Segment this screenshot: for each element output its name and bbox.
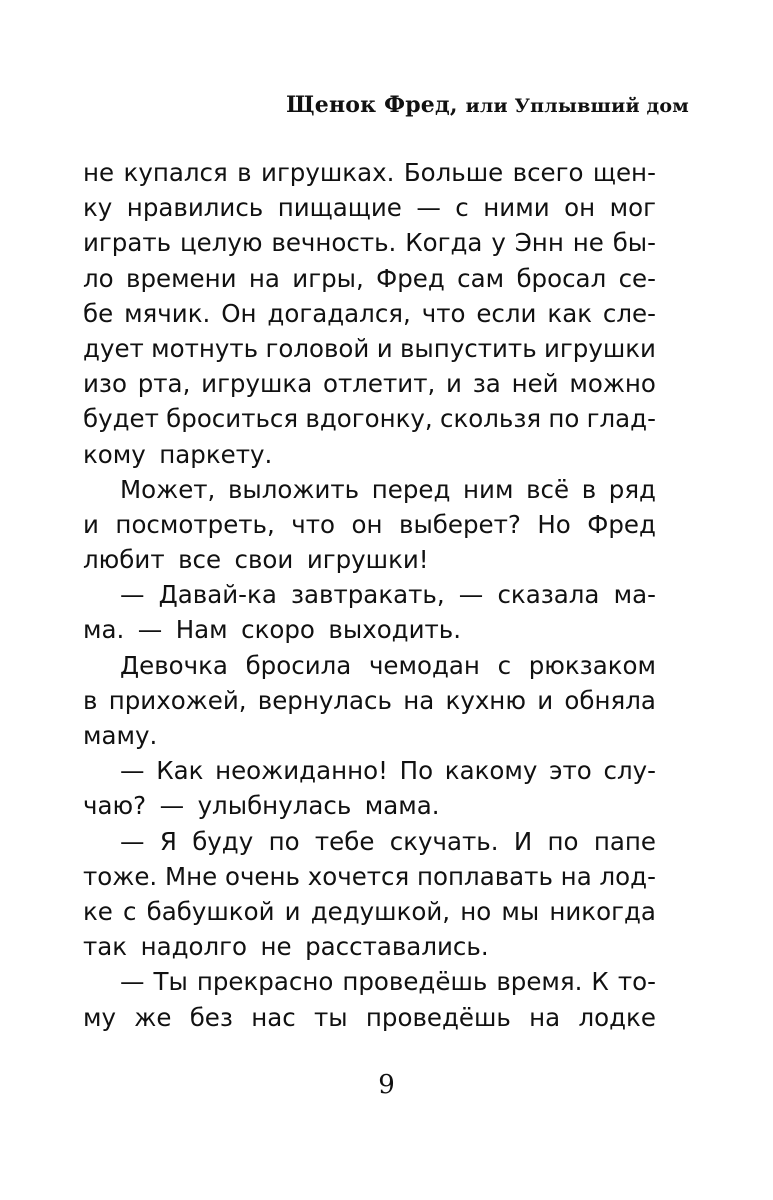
running-head-title: Щенок Фред, [286, 92, 458, 118]
text-line: изо рта, игрушка отлетит, и за ней можно [83, 369, 656, 399]
text-line: играть целую вечность. Когда у Энн не бы- [83, 228, 656, 258]
text-line: маму. [83, 721, 158, 750]
body-text [83, 155, 656, 1035]
text-line: будет броситься вдогонку, скользя по глад- [83, 404, 656, 434]
paragraph [83, 824, 656, 965]
text-line: — Ты прекрасно проведёшь время. К то- [120, 967, 656, 997]
text-line: в прихожей, вернулась на кухню и обняла [83, 685, 656, 715]
text-line: дует мотнуть головой и выпустить игрушки [83, 333, 656, 363]
text-line: му же без нас ты проведёшь на лодке [83, 1002, 656, 1032]
text-line: любит все свои игрушки! [83, 545, 429, 575]
paragraph [83, 964, 656, 1034]
text-line: Может, выложить перед ним всё в ряд [120, 474, 656, 504]
text-line: и посмотреть, что он выберет? Но Фред [83, 509, 656, 539]
text-line: ло времени на игры, Фред сам бросал се- [83, 263, 656, 293]
paragraph [83, 648, 656, 754]
text-line: ку нравились пищащие — с ними он мог [83, 193, 656, 223]
text-line: ма. — Нам скоро выходить. [83, 615, 462, 645]
paragraph [83, 577, 656, 647]
text-line: кому паркету. [83, 439, 273, 469]
running-head [286, 92, 689, 118]
paragraph [83, 753, 656, 823]
running-head-subtitle: или Уплывший дом [465, 95, 689, 117]
text-line: — Как неожиданно! По какому это слу- [120, 756, 656, 786]
text-line: Девочка бросила чемодан с рюкзаком [120, 650, 656, 680]
text-line: бе мячик. Он догадался, что если как сле- [83, 298, 656, 328]
text-line: — Я буду по тебе скучать. И по папе [120, 826, 656, 856]
paragraph [83, 472, 656, 578]
text-line: так надолго не расставались. [83, 932, 489, 962]
text-line: чаю? — улыбнулась мама. [83, 791, 440, 821]
page-number: 9 [378, 1070, 395, 1100]
text-line: — Давай-ка завтракать, — сказала ма- [120, 580, 656, 610]
text-line: тоже. Мне очень хочется поплавать на лод- [83, 861, 656, 891]
text-line: не купался в игрушках. Больше всего щен- [83, 158, 656, 187]
text-line: ке с бабушкой и дедушкой, но мы никогда [83, 896, 656, 926]
paragraph [83, 155, 656, 472]
